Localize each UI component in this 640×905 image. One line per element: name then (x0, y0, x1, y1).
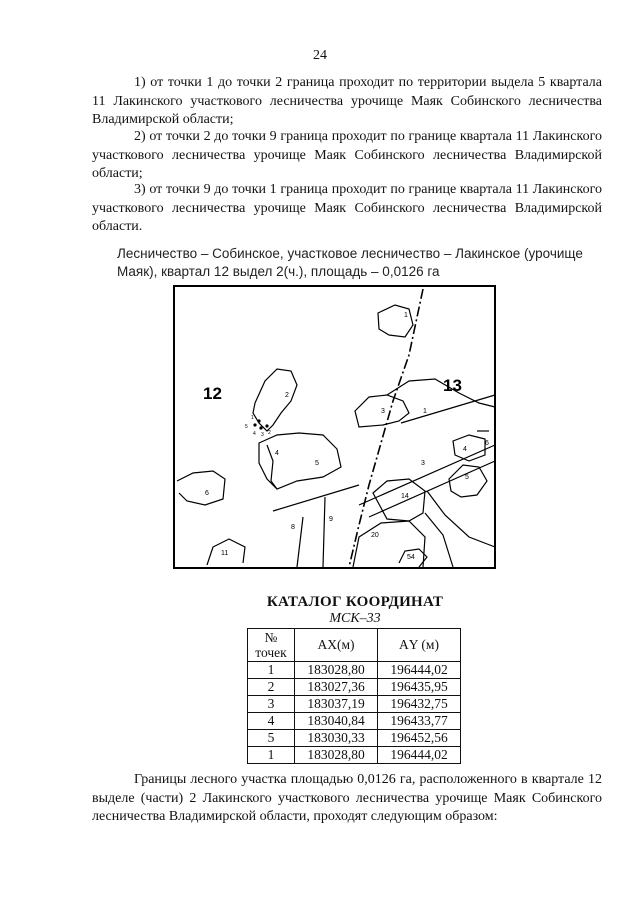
table-row (248, 747, 461, 764)
map-caption: Лесничество – Собинское, участковое лесничество – Лакинское (урочище Маяк), квартал 12 выдел 2(ч.), площадь – 0,0126 га (117, 246, 583, 279)
plot-label: 6 (485, 440, 489, 447)
coordinates-table (247, 628, 461, 764)
boundary-paragraph-2: 2) от точки 2 до точки 9 граница проходит по границе квартала 11 Лакинского участкового лесничества урочище Маяк Собинского лесничества Владимирской области; (92, 129, 602, 181)
ay-value: 196433,77 (378, 713, 461, 730)
point-label: 4 (253, 431, 256, 437)
plot-label: 9 (329, 516, 333, 523)
plot-label: 3 (421, 460, 425, 467)
boundary-description-intro: Границы лесного участка площадью 0,0126 га, расположенного в квартале 12 выделе (части) 2 Лакинского участкового лесничества урочище Маяк Собинского лесничества Владимирской области, проходят следующим образом: (92, 772, 602, 824)
ax-value: 183040,84 (295, 713, 378, 730)
boundary-paragraph-1: 1) от точки 1 до точки 2 граница проходит по территории выдела 5 квартала 11 Лакинского участкового лесничества урочище Маяк Собинского лесничества Владимирской области; (92, 75, 602, 127)
plot-label: 1 (404, 312, 408, 319)
plot-label: 11 (221, 550, 229, 557)
table-row (248, 662, 461, 679)
point-number: 4 (248, 713, 295, 730)
boundary-paragraph-3: 3) от точки 9 до точки 1 граница проходит по границе квартала 11 Лакинского участкового лесничества урочище Маяк Собинского лесничества Владимирской области. (92, 182, 602, 234)
ax-value: 183030,33 (295, 730, 378, 747)
point-label: 5 (245, 424, 248, 430)
ax-value: 183027,36 (295, 679, 378, 696)
table-header-row (248, 629, 461, 662)
plot-label: 5 (465, 474, 469, 481)
point-number: 3 (248, 696, 295, 713)
ax-value: 183028,80 (295, 662, 378, 679)
catalog-subtitle: МСК–33 (329, 611, 381, 626)
point-label: 1 (251, 415, 254, 421)
table-row (248, 713, 461, 730)
forest-plot-map (173, 285, 496, 569)
catalog-title: КАТАЛОГ КООРДИНАТ (266, 594, 444, 610)
table-row (248, 696, 461, 713)
ay-value: 196452,56 (378, 730, 461, 747)
ay-value: 196444,02 (378, 662, 461, 679)
point-label: 2 (268, 430, 271, 436)
ay-value: 196432,75 (378, 696, 461, 713)
table-row (248, 730, 461, 747)
ay-value: 196444,02 (378, 747, 461, 764)
quarter-label-12: 12 (203, 384, 222, 403)
plot-label: 4 (275, 450, 279, 457)
point-number: 5 (248, 730, 295, 747)
point-number: 1 (248, 747, 295, 764)
header-ax: АХ(м) (295, 629, 378, 662)
plot-label: 5 (315, 460, 319, 467)
page-number: 24 (313, 48, 327, 63)
ay-value: 196435,95 (378, 679, 461, 696)
header-point-number: № точек (248, 629, 295, 662)
plot-label: 20 (371, 532, 379, 539)
point-label: 3 (261, 432, 264, 438)
ax-value: 183028,80 (295, 747, 378, 764)
plot-label: 4 (463, 446, 467, 453)
plot-label: 6 (205, 490, 209, 497)
plot-label: 54 (407, 554, 415, 561)
point-number: 1 (248, 662, 295, 679)
point-number: 2 (248, 679, 295, 696)
plot-label: 1 (423, 408, 427, 415)
plot-label: 14 (401, 493, 409, 500)
quarter-label-13: 13 (443, 376, 462, 395)
header-ay: АY (м) (378, 629, 461, 662)
plot-label: 8 (291, 524, 295, 531)
plot-label: 3 (381, 408, 385, 415)
table-row (248, 679, 461, 696)
plot-label: 2 (285, 392, 289, 399)
ax-value: 183037,19 (295, 696, 378, 713)
